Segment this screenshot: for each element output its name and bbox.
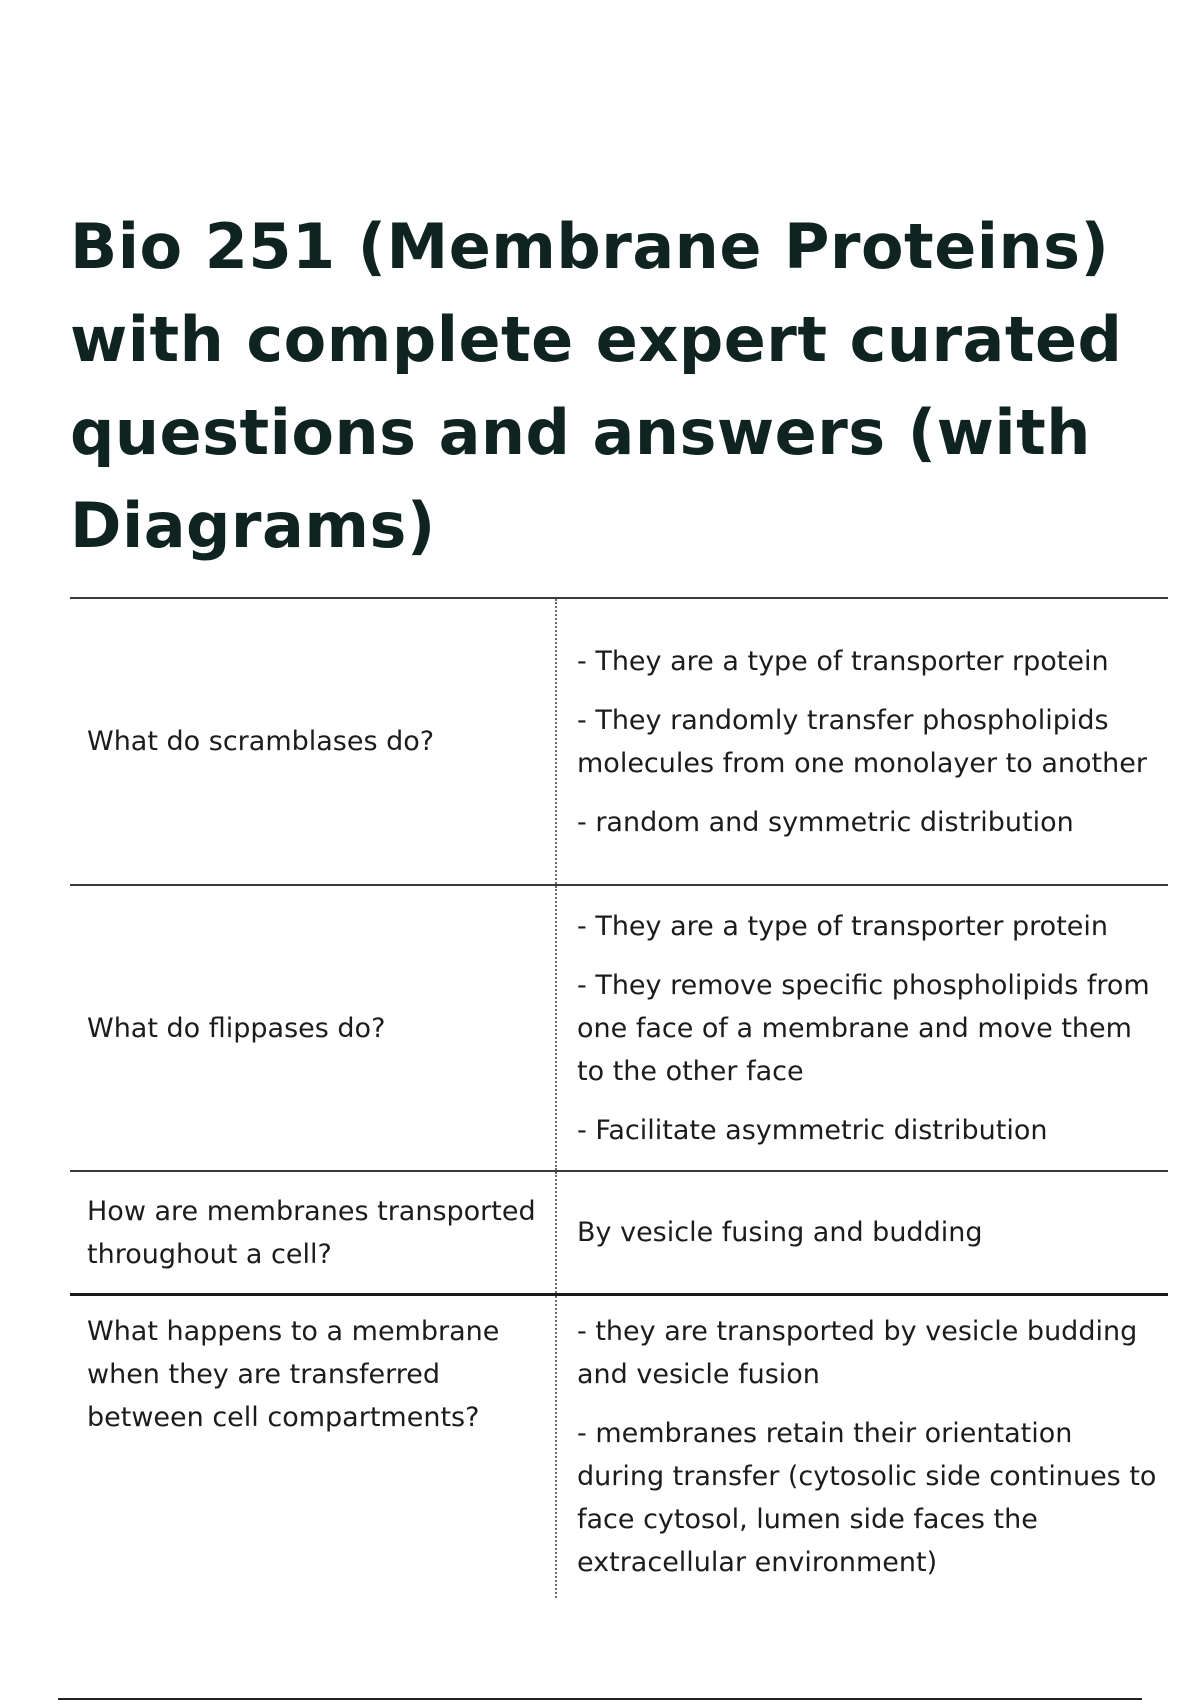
answer-text: - membranes retain their orientation during transfer (cytosolic side continues to face cytosol, lumen side faces the extracellular environment) <box>577 1418 1157 1578</box>
question-cell <box>70 886 555 1170</box>
question-cell <box>70 599 555 884</box>
document-title: Bio 251 (Membrane Proteins) with complete expert curated questions and answers (with Diagrams) <box>70 210 1123 562</box>
question-cell <box>70 1172 555 1293</box>
answer-text: - They randomly transfer phospholipids molecules from one monolayer to another <box>577 704 1147 779</box>
answer-text: - random and symmetric distribution <box>577 806 1074 838</box>
question-cell <box>70 1296 555 1598</box>
question-text: What do flippases do? <box>87 1012 386 1044</box>
qa-row <box>70 1293 1168 1598</box>
question-text: How are membranes transported throughout a cell? <box>87 1195 536 1270</box>
answer-text: - They are a type of transporter protein <box>577 910 1109 942</box>
qa-row <box>70 1170 1168 1293</box>
answer-cell <box>555 1172 1168 1293</box>
answer-text: - Facilitate asymmetric distribution <box>577 1114 1048 1146</box>
qa-row <box>70 884 1168 1170</box>
answer-text: - They remove specific phospholipids from one face of a membrane and move them to the other face <box>577 969 1150 1087</box>
answer-cell <box>555 1296 1168 1598</box>
answer-text: - they are transported by vesicle budding and vesicle fusion <box>577 1316 1138 1390</box>
answer-text: - They are a type of transporter rpotein <box>577 645 1109 677</box>
question-text: What do scramblases do? <box>87 726 435 757</box>
answer-cell <box>555 599 1168 884</box>
qa-table <box>70 597 1168 1598</box>
answer-cell <box>555 886 1168 1170</box>
question-text: What happens to a membrane when they are transferred between cell compartments? <box>87 1316 500 1433</box>
qa-row <box>70 597 1168 884</box>
answer-text: By vesicle fusing and budding <box>577 1217 983 1248</box>
